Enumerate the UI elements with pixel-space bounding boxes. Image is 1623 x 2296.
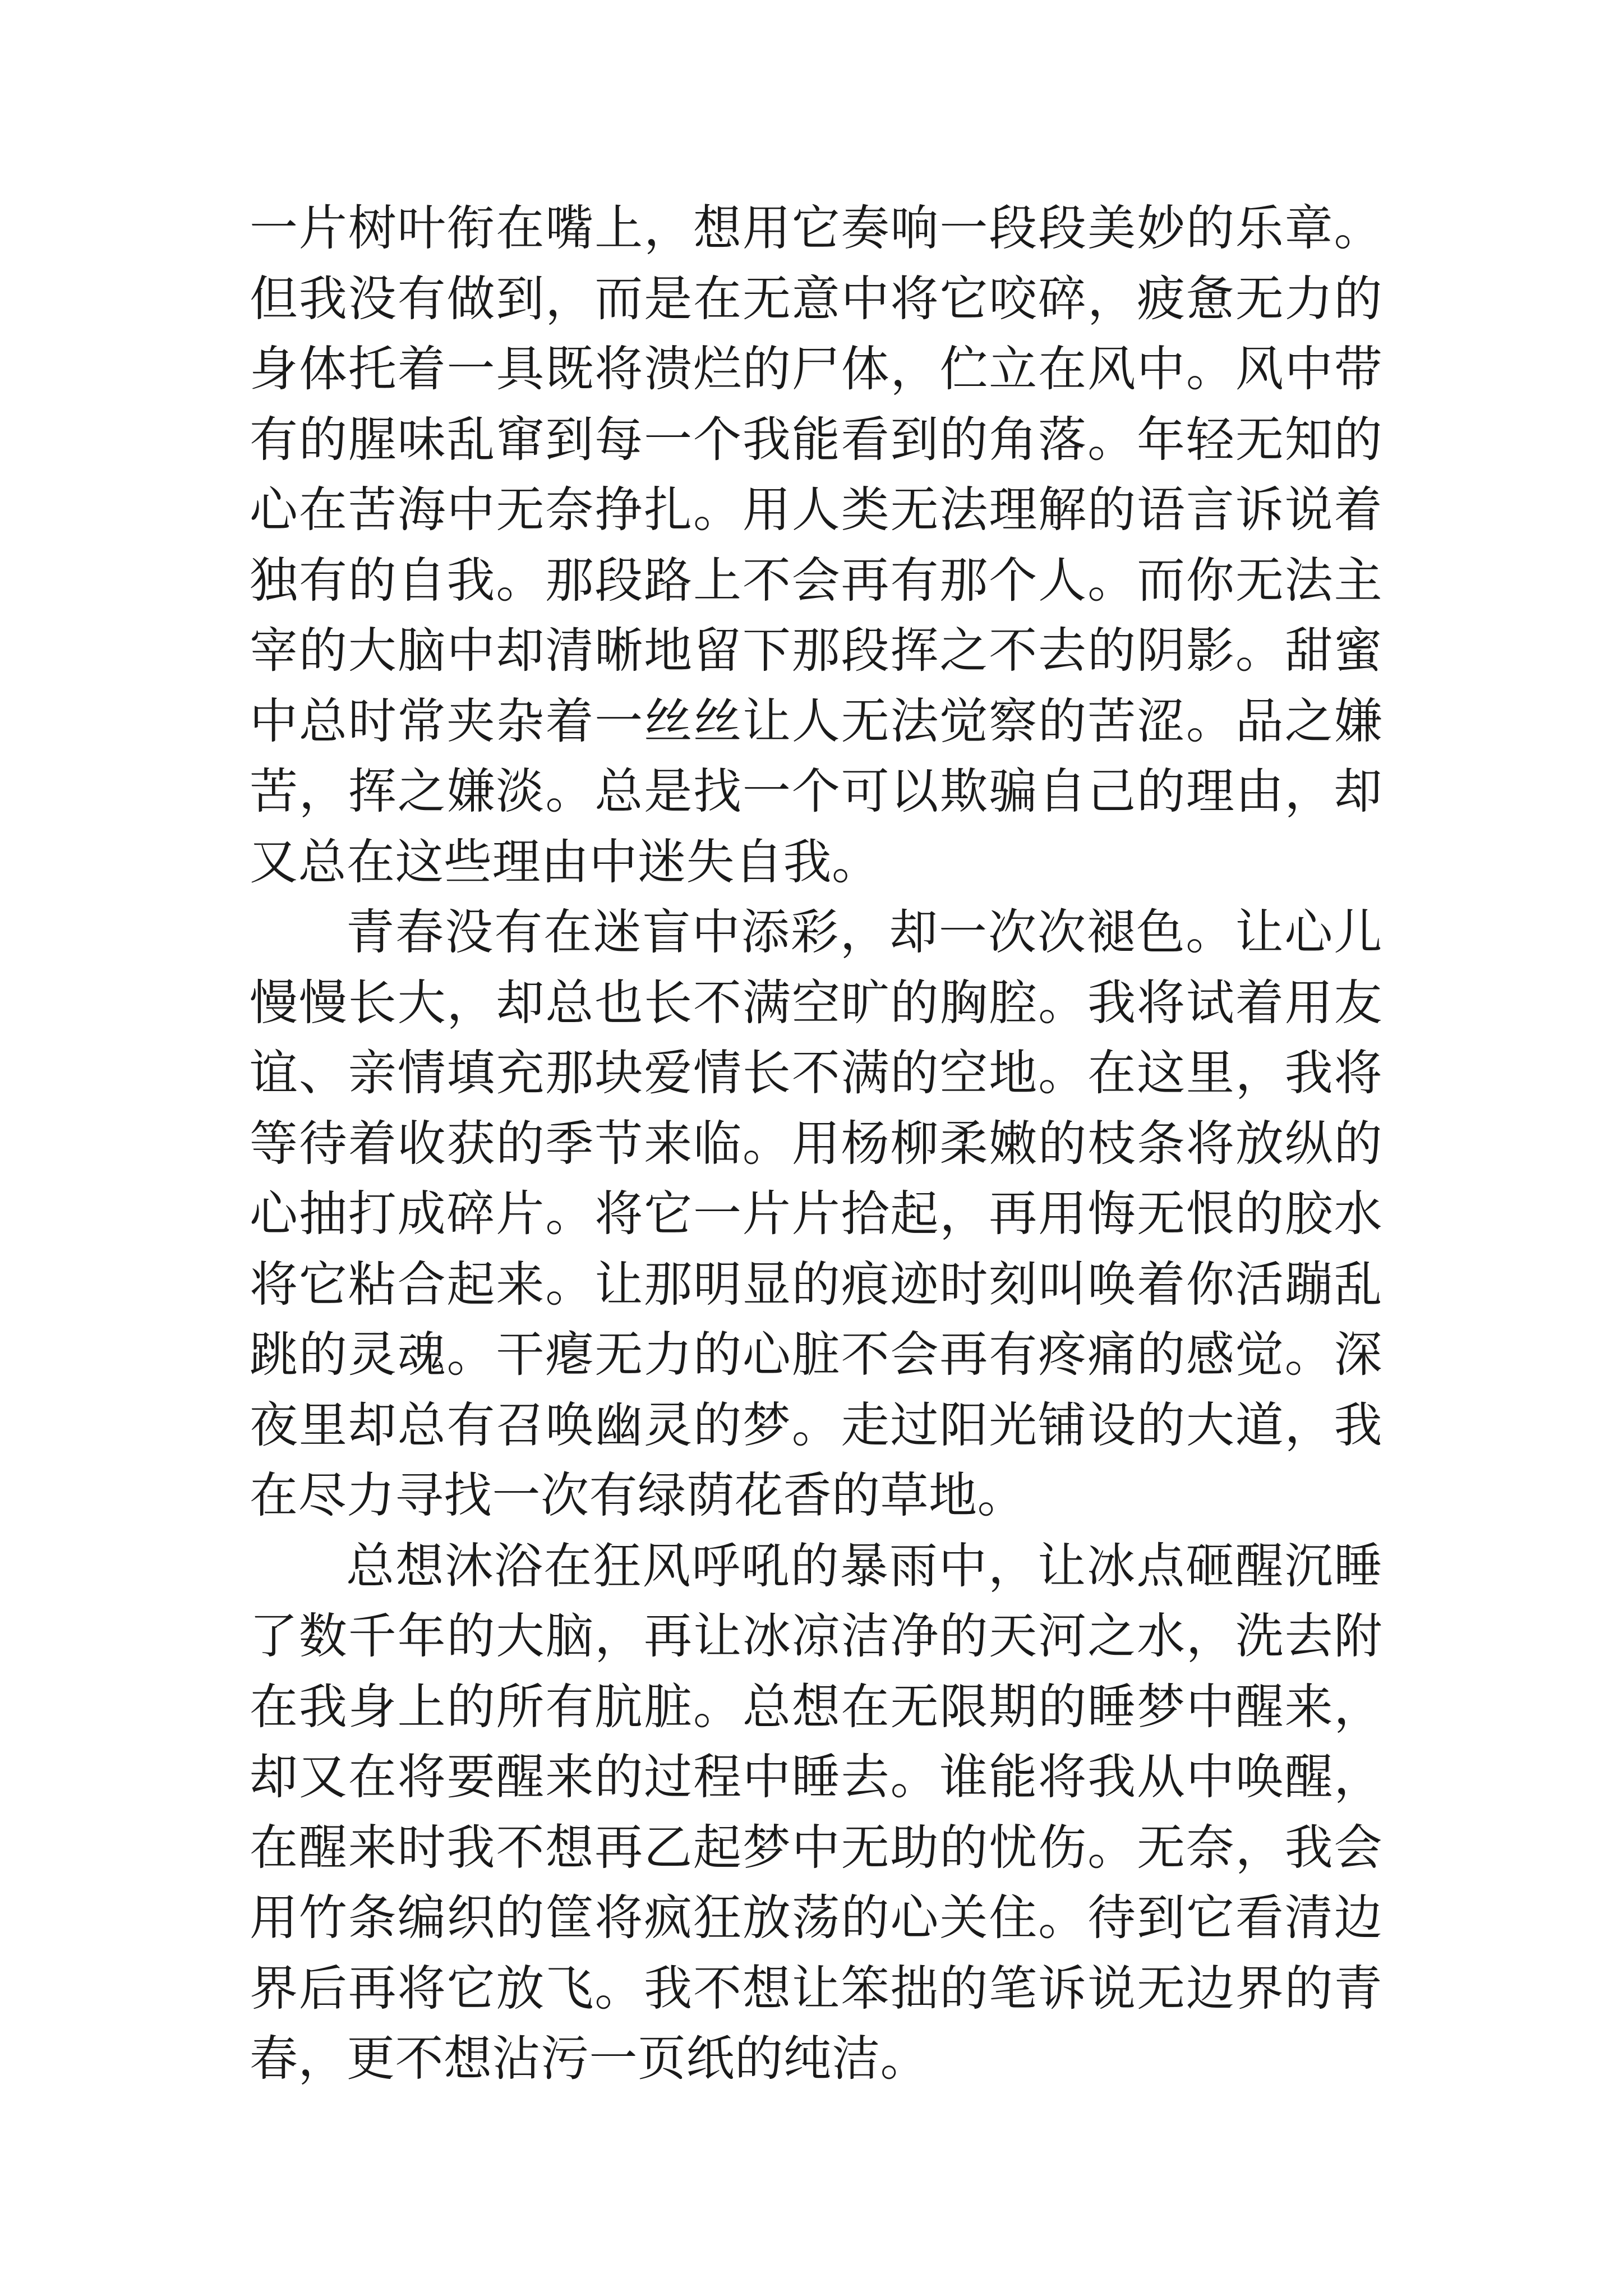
paragraph-2: 青春没有在迷盲中添彩，却一次次褪色。让心儿慢慢长大，却总也长不满空旷的胸腔。我将试着用友谊、亲情填充那块爱情长不满的空地。在这里，我将等待着收获的季节来临。用杨柳柔嫩的枝条将放纵的心抽打成碎片。将它一片片拾起，再用悔无恨的胶水将它粘合起来。让那明显的痕迹时刻叫唤着你活蹦乱跳的灵魂。干瘪无力的心脏不会再有疼痛的感觉。深夜里却总有召唤幽灵的梦。走过阳光铺设的大道，我在尽力寻找一次有绿荫花香的草地。 xyxy=(250,904,1382,1524)
paragraph-1: 一片树叶衔在嘴上，想用它奏响一段段美妙的乐章。但我没有做到，而是在无意中将它咬碎，疲惫无力的身体托着一具既将溃烂的尸体，伫立在风中。风中带有的腥味乱窜到每一个我能看到的角落。年轻无知的心在苦海中无奈挣扎。用人类无法理解的语言诉说着独有的自我。那段路上不会再有那个人。而你无法主宰的大脑中却清晰地留下那段挥之不去的阴影。甜蜜中总时常夹杂着一丝丝让人无法觉察的苦涩。品之嫌苦，挥之嫌淡。总是找一个可以欺骗自己的理由，却又总在这些理由中迷失自我。 xyxy=(250,200,1382,890)
document-body xyxy=(250,194,1382,2095)
paragraph-3: 总想沐浴在狂风呼吼的暴雨中，让冰点砸醒沉睡了数千年的大脑，再让冰凉洁净的天河之水，洗去附在我身上的所有肮脏。总想在无限期的睡梦中醒来，却又在将要醒来的过程中睡去。谁能将我从中唤醒，在醒来时我不想再乙起梦中无助的忧伤。无奈，我会用竹条编织的筐将疯狂放荡的心关住。待到它看清边界后再将它放飞。我不想让笨拙的笔诉说无边界的青春，更不想沾污一页纸的纯洁。 xyxy=(250,1538,1382,2087)
